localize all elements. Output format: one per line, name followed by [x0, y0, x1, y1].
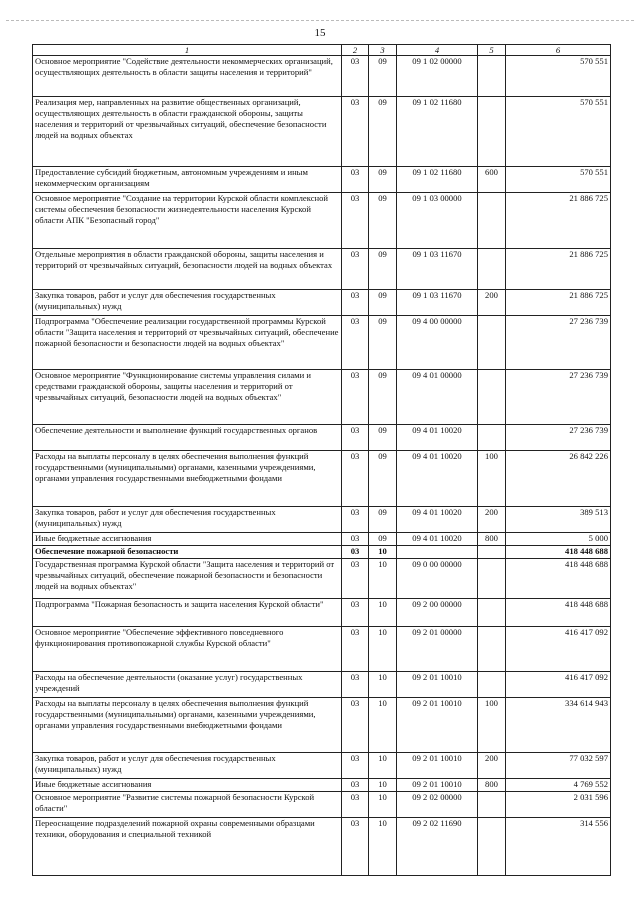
cell-expense-type: 600: [478, 167, 506, 193]
cell-name: Основное мероприятие "Содействие деятельности некоммерческих организаций, осуществляющих деятельность в области защиты населения и территорий": [33, 56, 342, 97]
cell-target-code: 09 4 01 00000: [397, 370, 478, 425]
cell-target-code: 09 4 00 00000: [397, 316, 478, 370]
cell-expense-type: [478, 316, 506, 370]
table-row: [33, 507, 611, 533]
cell-subsection: 09: [369, 425, 397, 451]
cell-section: 03: [342, 672, 369, 698]
cell-expense-type: 200: [478, 290, 506, 316]
cell-subsection: 10: [369, 698, 397, 753]
cell-target-code: [397, 546, 478, 559]
cell-name: Государственная программа Курской области "Защита населения и территорий от чрезвычайных ситуаций, обеспечение пожарной безопасности и безопасности людей на водных объектах": [33, 559, 342, 599]
cell-name: Закупка товаров, работ и услуг для обеспечения государственных (муниципальных) нужд: [33, 507, 342, 533]
cell-name: Основное мероприятие "Обеспечение эффективного повседневного функционирования противопожарной службы Курской области": [33, 627, 342, 672]
table-row: [33, 97, 611, 167]
cell-expense-type: 200: [478, 753, 506, 779]
cell-amount: 416 417 092: [506, 627, 611, 672]
cell-expense-type: [478, 370, 506, 425]
cell-subsection: 09: [369, 507, 397, 533]
cell-target-code: 09 2 01 00000: [397, 627, 478, 672]
cell-amount: 416 417 092: [506, 672, 611, 698]
table-row: [33, 627, 611, 672]
cell-target-code: 09 0 00 00000: [397, 559, 478, 599]
cell-subsection: 09: [369, 290, 397, 316]
cell-section: 03: [342, 779, 369, 792]
cell-name: Основное мероприятие "Функционирование системы управления силами и средствами гражданской обороны, защиты населения и территорий от чрезвычайных ситуаций, безопасности людей на водных объектах": [33, 370, 342, 425]
cell-subsection: 10: [369, 818, 397, 876]
cell-target-code: 09 2 00 00000: [397, 599, 478, 627]
table-header: [33, 45, 611, 56]
cell-target-code: 09 4 01 10020: [397, 451, 478, 507]
cell-name: Закупка товаров, работ и услуг для обеспечения государственных (муниципальных) нужд: [33, 290, 342, 316]
cell-section: 03: [342, 698, 369, 753]
cell-target-code: 09 4 01 10020: [397, 507, 478, 533]
cell-subsection: 09: [369, 193, 397, 249]
header-col-6: 6: [506, 45, 611, 56]
cell-section: 03: [342, 167, 369, 193]
table-row: [33, 370, 611, 425]
cell-expense-type: [478, 56, 506, 97]
cell-section: 03: [342, 599, 369, 627]
cell-expense-type: [478, 425, 506, 451]
cell-amount: 2 031 596: [506, 792, 611, 818]
cell-section: 03: [342, 559, 369, 599]
cell-section: 03: [342, 451, 369, 507]
cell-name: Обеспечение деятельности и выполнение функций государственных органов: [33, 425, 342, 451]
cell-section: 03: [342, 753, 369, 779]
cell-section: 03: [342, 818, 369, 876]
cell-target-code: 09 1 03 11670: [397, 249, 478, 290]
cell-name: Закупка товаров, работ и услуг для обеспечения государственных (муниципальных) нужд: [33, 753, 342, 779]
cell-expense-type: 100: [478, 698, 506, 753]
cell-section: 03: [342, 533, 369, 546]
cell-expense-type: [478, 599, 506, 627]
cell-subsection: 09: [369, 451, 397, 507]
cell-section: 03: [342, 97, 369, 167]
table-row: [33, 167, 611, 193]
cell-amount: 27 236 739: [506, 370, 611, 425]
cell-section: 03: [342, 56, 369, 97]
table-row: [33, 451, 611, 507]
header-col-5: 5: [478, 45, 506, 56]
cell-expense-type: [478, 792, 506, 818]
cell-expense-type: 800: [478, 533, 506, 546]
cell-target-code: 09 1 02 11680: [397, 97, 478, 167]
cell-name: Основное мероприятие "Создание на территории Курской области комплексной системы обеспечения безопасности жизнедеятельности населения Курской области АПК "Безопасный город": [33, 193, 342, 249]
cell-amount: 77 032 597: [506, 753, 611, 779]
cell-amount: 27 236 739: [506, 425, 611, 451]
page-number: 15: [314, 27, 326, 39]
cell-section: 03: [342, 507, 369, 533]
table-row: [33, 672, 611, 698]
cell-expense-type: [478, 627, 506, 672]
cell-subsection: 09: [369, 370, 397, 425]
table-row: [33, 316, 611, 370]
cell-amount: 21 886 725: [506, 193, 611, 249]
table-row: [33, 56, 611, 97]
header-col-2: 2: [342, 45, 369, 56]
cell-name: Подпрограмма "Обеспечение реализации государственной программы Курской области "Защита населения и территорий от чрезвычайных ситуаций, обеспечение пожарной безопасности и безопасности людей на водных объектах": [33, 316, 342, 370]
cell-expense-type: [478, 193, 506, 249]
cell-name: Основное мероприятие "Развитие системы пожарной безопасности Курской области": [33, 792, 342, 818]
cell-expense-type: [478, 672, 506, 698]
cell-amount: 4 769 552: [506, 779, 611, 792]
cell-name: Обеспечение пожарной безопасности: [33, 546, 342, 559]
cell-expense-type: [478, 249, 506, 290]
table-row: [33, 425, 611, 451]
cell-expense-type: 800: [478, 779, 506, 792]
cell-target-code: 09 2 01 10010: [397, 698, 478, 753]
table-row: [33, 559, 611, 599]
cell-section: 03: [342, 316, 369, 370]
cell-target-code: 09 4 01 10020: [397, 533, 478, 546]
cell-name: Расходы на обеспечение деятельности (оказание услуг) государственных учреждений: [33, 672, 342, 698]
cell-name: Предоставление субсидий бюджетным, автономным учреждениям и иным некоммерческим организациям: [33, 167, 342, 193]
cell-name: Реализация мер, направленных на развитие общественных организаций, осуществляющих деятельность в области гражданской обороны, защиты населения и территорий от чрезвычайных ситуаций, обеспечение безопасности людей на водных объектах: [33, 97, 342, 167]
table-row: [33, 779, 611, 792]
cell-name: Отдельные мероприятия в области гражданской обороны, защиты населения и территорий от чрезвычайных ситуаций, безопасности людей на водных объектах: [33, 249, 342, 290]
cell-target-code: 09 1 03 11670: [397, 290, 478, 316]
table-row: [33, 599, 611, 627]
cell-target-code: 09 1 02 00000: [397, 56, 478, 97]
cell-subsection: 09: [369, 533, 397, 546]
cell-amount: 314 556: [506, 818, 611, 876]
cell-subsection: 10: [369, 792, 397, 818]
cell-expense-type: [478, 97, 506, 167]
cell-amount: 5 000: [506, 533, 611, 546]
cell-subsection: 10: [369, 546, 397, 559]
cell-section: 03: [342, 249, 369, 290]
cell-expense-type: [478, 546, 506, 559]
cell-section: 03: [342, 546, 369, 559]
cell-amount: 418 448 688: [506, 546, 611, 559]
cell-target-code: 09 1 03 00000: [397, 193, 478, 249]
header-col-4: 4: [397, 45, 478, 56]
cell-name: Расходы на выплаты персоналу в целях обеспечения выполнения функций государственными (муниципальными) органами, казенными учреждениями, органами управления государственными внебюджетными фондами: [33, 451, 342, 507]
table-row: [33, 193, 611, 249]
table-row: [33, 249, 611, 290]
cell-amount: 21 886 725: [506, 290, 611, 316]
cell-target-code: 09 2 01 10010: [397, 779, 478, 792]
scan-artifact-line: [6, 20, 634, 23]
table-row: [33, 698, 611, 753]
cell-amount: 26 842 226: [506, 451, 611, 507]
cell-name: Переоснащение подразделений пожарной охраны современными образцами техники, оборудования и специальной техникой: [33, 818, 342, 876]
cell-section: 03: [342, 290, 369, 316]
cell-name: Иные бюджетные ассигнования: [33, 533, 342, 546]
cell-expense-type: [478, 818, 506, 876]
table-row: [33, 753, 611, 779]
cell-target-code: 09 2 02 11690: [397, 818, 478, 876]
cell-name: Подпрограмма "Пожарная безопасность и защита населения Курской области": [33, 599, 342, 627]
cell-subsection: 10: [369, 627, 397, 672]
cell-target-code: 09 2 01 10010: [397, 753, 478, 779]
cell-subsection: 10: [369, 672, 397, 698]
table-body: [33, 56, 611, 876]
cell-section: 03: [342, 792, 369, 818]
cell-target-code: 09 4 01 10020: [397, 425, 478, 451]
cell-name: Иные бюджетные ассигнования: [33, 779, 342, 792]
cell-section: 03: [342, 627, 369, 672]
cell-subsection: 10: [369, 599, 397, 627]
cell-subsection: 09: [369, 56, 397, 97]
cell-expense-type: 200: [478, 507, 506, 533]
cell-subsection: 10: [369, 753, 397, 779]
cell-amount: 27 236 739: [506, 316, 611, 370]
cell-expense-type: 100: [478, 451, 506, 507]
cell-section: 03: [342, 425, 369, 451]
cell-target-code: 09 1 02 11680: [397, 167, 478, 193]
cell-subsection: 10: [369, 779, 397, 792]
cell-section: 03: [342, 370, 369, 425]
cell-target-code: 09 2 02 00000: [397, 792, 478, 818]
cell-amount: 570 551: [506, 167, 611, 193]
cell-amount: 389 513: [506, 507, 611, 533]
cell-amount: 570 551: [506, 56, 611, 97]
budget-table: [32, 44, 611, 876]
header-col-1: 1: [33, 45, 342, 56]
cell-target-code: 09 2 01 10010: [397, 672, 478, 698]
cell-subsection: 09: [369, 249, 397, 290]
table-row: [33, 533, 611, 546]
header-col-3: 3: [369, 45, 397, 56]
cell-amount: 21 886 725: [506, 249, 611, 290]
table-row: [33, 792, 611, 818]
table-row: [33, 290, 611, 316]
cell-amount: 418 448 688: [506, 559, 611, 599]
cell-amount: 418 448 688: [506, 599, 611, 627]
cell-expense-type: [478, 559, 506, 599]
cell-subsection: 09: [369, 97, 397, 167]
cell-amount: 570 551: [506, 97, 611, 167]
cell-subsection: 09: [369, 316, 397, 370]
table-row: [33, 546, 611, 559]
cell-section: 03: [342, 193, 369, 249]
cell-subsection: 09: [369, 167, 397, 193]
cell-name: Расходы на выплаты персоналу в целях обеспечения выполнения функций государственными (муниципальными) органами, казенными учреждениями, органами управления государственными внебюджетными фондами: [33, 698, 342, 753]
cell-amount: 334 614 943: [506, 698, 611, 753]
table-row: [33, 818, 611, 876]
cell-subsection: 10: [369, 559, 397, 599]
